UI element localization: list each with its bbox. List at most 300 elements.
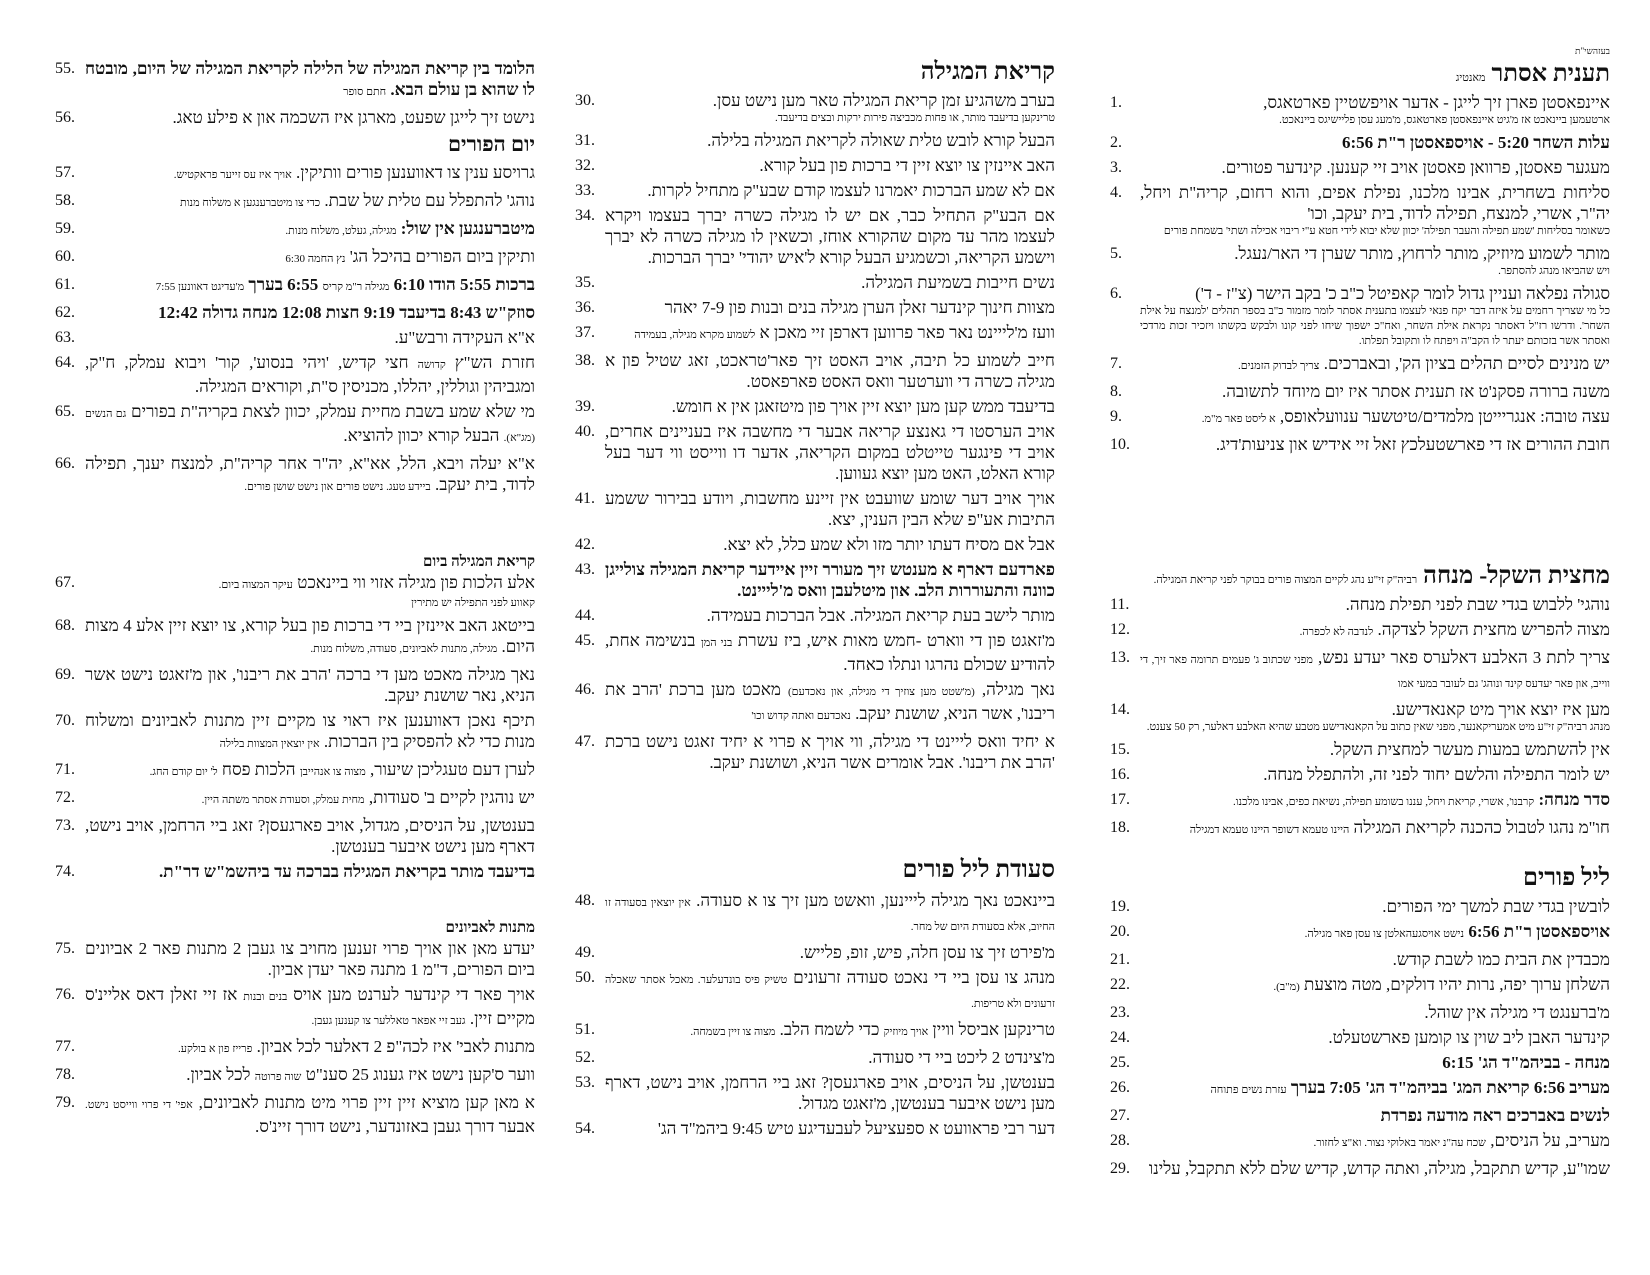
item-note: (מ'שטט מען צוזיך די מגילה, און נאכדעם) [787, 686, 975, 698]
item-note: (מ"ב). [1273, 981, 1300, 993]
item-note: נישט אויסגעהאלטן צו עסן פאר מגילה. [1304, 928, 1465, 940]
list-item [1110, 353, 1610, 377]
item-number: 75. [55, 940, 75, 957]
item-text [1140, 699, 1610, 735]
item-main-text: חזרת הש"ץ [454, 353, 536, 372]
item-text [85, 107, 535, 128]
item-number: 35. [575, 274, 595, 291]
item-main-text: מי שלא שמע בשבת מחיית עמלק, יכוון לצאת בקריה"ת בפורים [131, 402, 536, 421]
list-item [1110, 1027, 1610, 1048]
item-footnote: כל מי שצריך רחמים על איזה דבר יקח פנאי לעצמו בתענית אסתר לומר מזמור כ"ב בספר תהלים 'למנצח על אילת השחר'. ודרשו רז"ל דאסתר נקראת אילת השחר, ואח"כ ישפוך שיחו לפני קונו ולבקש בקשתו ויזכיר זכות מרדכי ואסתר אשר בזכותם יעתר לו הקב"ה ויפתח לו ותקובל תפלתו. [1140, 305, 1610, 347]
item-number: 61. [55, 276, 75, 293]
item-text [1140, 157, 1610, 178]
item-number: 72. [55, 789, 75, 806]
item-text [1140, 594, 1610, 615]
item-text [1140, 817, 1610, 841]
item-note: מ'עדיגט דאוונען 7:55 [155, 281, 245, 293]
item-text [605, 1047, 1055, 1068]
item-text [605, 396, 1055, 417]
item-continuation: לכל אביון. [186, 1065, 251, 1084]
item-number: 53. [575, 1074, 595, 1091]
item-number: 46. [575, 681, 595, 698]
item-number: 21. [1110, 951, 1130, 968]
item-text [85, 710, 535, 755]
item-number: 19. [1110, 898, 1130, 915]
item-text [605, 488, 1055, 530]
list-item [575, 731, 1055, 773]
item-number: 2. [1110, 134, 1122, 151]
item-number: 59. [55, 220, 75, 237]
item-number: 15. [1110, 741, 1130, 758]
item-main-text: איינפאסטן פארן זיך לייגן - אדער אויפשטיין פארטאגס, [1263, 93, 1610, 112]
item-text [1140, 132, 1610, 153]
item-note: בני המן [700, 637, 733, 649]
item-main-text: צריך לתת 3 האלבע דאלערס פאר יעדע נפש, [1317, 648, 1610, 667]
section-kriyas-hamegillah [575, 58, 1055, 777]
item-note: שכח עה"נ יאמר באלוקי נצור. וא"צ לחזור. [1313, 1137, 1486, 1149]
item-main-text: וועז מ'לייינט נאר פאר פרווען דארפן זיי מאכן א [759, 323, 1055, 342]
item-text [85, 787, 535, 811]
item-list [55, 162, 535, 498]
list-item [1110, 243, 1610, 279]
item-text [605, 1019, 1055, 1043]
section-title: סעודת ליל פורים [902, 857, 1055, 883]
item-number: 22. [1110, 976, 1130, 993]
item-number: 17. [1110, 791, 1130, 808]
item-text [1140, 619, 1610, 643]
item-footnote: ויש שהביאו מנהג להסתפר. [1498, 265, 1610, 277]
list-item [575, 205, 1055, 268]
list-item [1110, 817, 1610, 841]
item-number: 1. [1110, 94, 1122, 111]
section-taanis-esther [1110, 60, 1610, 459]
item-main-text: יש לומר התפילה והלשם יחוד לפני זה, ולהתפלל מנחה. [1263, 765, 1610, 784]
section-title: קריאת המגילה [920, 59, 1055, 85]
item-text [85, 453, 535, 498]
item-main-text: תיכף נאכן דאווענען איז ראוי צו מקיים זיין מתנות לאביונים ומשלוח מנות כדי לא להפסיק בין הברכות. [85, 711, 535, 751]
item-text [605, 605, 1055, 626]
item-number: 78. [55, 1066, 75, 1083]
list-item [575, 890, 1055, 938]
item-main-text: א"א העקידה ורבש"ע. [394, 328, 535, 347]
item-text [605, 534, 1055, 555]
item-main-text: אבל אם מסיח דעתו יותר מזו ולא שמע כלל, לא יצא. [723, 535, 1055, 554]
item-list [1110, 594, 1610, 841]
item-continuation: חצי קדיש, 'ויהי בנסוע', קור' ויבוא עמלק, ח"ק, ומגביהין וגוללין, יהללו, מכניסין ס"ת, וקוראים המגילה. [85, 353, 535, 396]
item-number: 3. [1110, 159, 1122, 176]
item-text [1140, 1077, 1610, 1101]
item-list [55, 938, 535, 1137]
item-number: 47. [575, 733, 595, 750]
item-list [1110, 92, 1610, 455]
item-main-text: שמו"ע, קדיש תתקבל, מגילה, ואתה קדוש, קדיש שלם ללא תתקבל, עלינו [1148, 1159, 1610, 1178]
item-main-text: בענטשן, על הניסים, אויב פארגעסן? זאג ביי הרחמן, אויב נישט, דארף מען נישט איבער בענטשן, מ'זאגט מגדול. [605, 1073, 1055, 1113]
item-number: 9. [1110, 408, 1122, 425]
list-item [575, 1047, 1055, 1068]
item-number: 36. [575, 299, 595, 316]
section-leil-purim [1110, 864, 1610, 1183]
list-item [575, 90, 1055, 126]
item-main-text: יעדע מאן און אויך פרוי זענען מחויב צו געבן 2 מתנות פאר 2 אביונים ביום הפורים, ד"מ 1 מתנה פאר יעדן אביון. [85, 939, 535, 979]
item-main-text: אלע הלכות פון מגילה אזוי ווי ביינאכט [297, 573, 535, 592]
item-number: 74. [55, 863, 75, 880]
item-continuation: בנשימה אחת, להודיע שכולם נהרגו ונתלו כאחד. [605, 631, 1055, 674]
list-item [1110, 283, 1610, 349]
item-number: 67. [55, 574, 75, 591]
item-text [85, 1064, 535, 1088]
list-item [575, 421, 1055, 484]
list-item [575, 130, 1055, 151]
item-note: נץ החמה 6:30 [285, 253, 346, 265]
item-number: 12. [1110, 621, 1130, 638]
section-title: תענית אסתר מאנטיג [1455, 61, 1610, 87]
item-text [85, 1092, 535, 1137]
item-number: 57. [55, 164, 75, 181]
item-continuation: כדי לשמח הלב. [779, 1020, 880, 1039]
list-item [1110, 764, 1610, 785]
list-item [55, 1036, 535, 1060]
list-item [1110, 739, 1610, 760]
list-item [55, 938, 535, 980]
item-number: 77. [55, 1038, 75, 1055]
item-main-text: אויספאסטן ר"ת 6:56 [1468, 922, 1610, 941]
item-continuation: הבעל קורא יכוון להוציא. [343, 426, 500, 445]
item-note: א ליסט פאר מ"מ. [1201, 413, 1276, 425]
item-number: 48. [575, 892, 595, 909]
item-number: 39. [575, 398, 595, 415]
list-item [1110, 1077, 1610, 1101]
item-main-text: מ'צינדט 2 ליכט ביי די סעודה. [868, 1048, 1055, 1067]
item-footnote: קאווע לפני התפילה יש מתירין [411, 597, 535, 609]
item-main-text: יש מנינים לסיים תהלים בציון הק', ובאברכים. [1323, 354, 1610, 373]
item-main-text: ותיקין ביום הפורים בהיכל הג' [349, 247, 535, 266]
item-number: 40. [575, 423, 595, 440]
item-main-text: לובשין בגדי שבת למשך ימי הפורים. [1382, 897, 1610, 916]
item-note: שוה פרוטה [254, 1071, 302, 1083]
item-number: 44. [575, 607, 595, 624]
list-item [575, 679, 1055, 727]
item-number: 51. [575, 1021, 595, 1038]
item-number: 55. [55, 60, 75, 77]
item-number: 10. [1110, 436, 1130, 453]
item-footnote: ארטעמען ביינאכט אז מ'גיט איינפאסטן פארטאגס, מ'מעג עסן פליישיגס ביינאכט. [1279, 114, 1610, 126]
item-number: 38. [575, 352, 595, 369]
list-item [575, 534, 1055, 555]
item-text [1140, 1027, 1610, 1048]
item-main-text: בענטשן, על הניסים, מגדול, אויב פארגעסן? זאג ביי הרחמן, אויב נישט, דארף מען נישט איבער בענטשן. [85, 816, 535, 856]
item-main-text: מתנות לאבי' איז לכה"פ 2 דאלער לכל אביון. [256, 1037, 535, 1056]
item-main-text: אויך אויב דער שומע שוועבט אין זיינע מחשבות, ויודע בבירור ששמע התיבות אע"פ שלא הבין הענין, יצא. [605, 489, 1055, 529]
list-item [1110, 1158, 1610, 1179]
list-item [1110, 182, 1610, 239]
item-main-text: א מאן קען מוציא זיין זיין פרוי מיט מתנות לאביונים, [198, 1093, 536, 1112]
item-text [605, 421, 1055, 484]
item-main-text: עלות השחר 5:20 - אויספאסטן ר"ת 6:56 [1341, 133, 1610, 152]
list-item [575, 488, 1055, 530]
item-text [85, 302, 535, 323]
item-continuation: 6:55 בערך [248, 275, 319, 294]
item-number: 34. [575, 207, 595, 224]
item-number: 20. [1110, 923, 1130, 940]
item-number: 52. [575, 1049, 595, 1066]
item-main-text: הבעל קורא לובש טלית שאולה לקריאת המגילה בלילה. [707, 131, 1055, 150]
item-number: 6. [1110, 285, 1122, 302]
list-item [1110, 1105, 1610, 1126]
list-item [1110, 132, 1610, 153]
item-main-text: אין להשתמש במעות מעשר למחצית השקל. [1329, 740, 1610, 759]
item-text [1140, 1105, 1610, 1126]
item-number: 32. [575, 157, 595, 174]
item-note: לשמוע מקרא מגילה, בעמידה [634, 329, 756, 341]
item-note: מגילה, געלט, משלוח מנות. [285, 225, 397, 237]
item-main-text: השלחן ערוך יפה, נרות יהיו דולקים, מטה מוצעת [1304, 975, 1610, 994]
item-number: 13. [1110, 649, 1130, 666]
item-text [1140, 789, 1610, 813]
item-text [605, 180, 1055, 201]
list-item [575, 180, 1055, 201]
item-text [605, 90, 1055, 126]
list-item [55, 1092, 535, 1137]
list-item [575, 942, 1055, 963]
item-text [85, 759, 535, 783]
item-number: 60. [55, 248, 75, 265]
section-opening-items [55, 58, 535, 132]
item-number: 64. [55, 354, 75, 371]
item-text [85, 401, 535, 449]
item-note: מצוה צו זיין בשמחה. [690, 1026, 776, 1038]
item-number: 37. [575, 324, 595, 341]
item-text [1140, 921, 1610, 945]
item-text [1140, 949, 1610, 970]
item-text [1140, 243, 1610, 279]
item-note: חתם סופר [343, 86, 387, 98]
item-number: 45. [575, 632, 595, 649]
item-note: ביידע טעג. נישט פורים און נישט שושן פורים. [244, 481, 431, 493]
section-title: מתנות לאביונים [445, 920, 535, 936]
item-number: 65. [55, 403, 75, 420]
item-note: מחית עמלק, וסעודת אסתר משתה היין. [201, 794, 365, 806]
section-machatzis-hashekel [1110, 562, 1610, 845]
list-item [55, 664, 535, 706]
item-list [55, 58, 535, 128]
list-item [575, 605, 1055, 626]
list-item [55, 352, 535, 397]
list-item [55, 162, 535, 186]
item-number: 16. [1110, 766, 1130, 783]
item-continuation: הלכות פסח [221, 760, 296, 779]
item-number: 33. [575, 182, 595, 199]
list-item [1110, 789, 1610, 813]
item-text [605, 1072, 1055, 1114]
item-number: 18. [1110, 819, 1130, 836]
list-item [55, 58, 535, 103]
item-text [85, 861, 535, 882]
item-note: פרייז פון א בולקע. [177, 1043, 253, 1055]
item-footnote: מנהג רביה"ק זי"ע מיט אמעריקאנער, מפני שאין כתוב על הקאנאדישע מטבע שהיא האלבע דאלער, רק 50 צענט. [1146, 721, 1610, 733]
item-text [605, 1118, 1055, 1139]
item-text [605, 731, 1055, 773]
item-continuation: אז זיי זאלן דאס אליינ'ס מקיים זיין. [85, 985, 535, 1028]
item-text [1140, 381, 1610, 402]
item-main-text: מותר לישב בעת קריאת המגילה. אבל הברכות בעמידה. [706, 606, 1055, 625]
item-main-text: יש נוהגין לקיים ב' סעודות, [368, 788, 535, 807]
item-main-text: מנהג צו עסן ביי די נאכט סעודה זרעונים [793, 968, 1055, 987]
list-item [1110, 949, 1610, 970]
item-text [605, 559, 1055, 601]
list-item [575, 322, 1055, 346]
item-main-text: אם הבע"ק התחיל כבר, אם יש לו מגילה כשרה יברך בעצמו ויקרא לעצמו מהר עד מקום שהקורא אוחז, וכשאין לו מגילה כשרה לא יברך וישמע הקריאה, וכשמגיע הבעל קורא ל'איש יהודי' יברך הברכות. [605, 206, 1055, 267]
item-continuation: אבער דורך געבן באזונדער, נישט דורך זיינ'ס. [255, 1117, 535, 1136]
list-item [1110, 619, 1610, 643]
header-bsd: בעזהשי"ת [1574, 46, 1610, 56]
item-main-text: אם לא שמע הברכות יאמרנו לעצמו קודם שבע"ק מתחיל לקרות. [647, 181, 1055, 200]
item-main-text: מצוה להפריש מחצית השקל לצדקה. [1377, 620, 1610, 639]
item-main-text: משנה ברורה פסקנ'ט אז תענית אסתר איז יום מיוחד לתשובה. [1222, 382, 1610, 401]
item-note: אויך מיוזיק [883, 1026, 929, 1038]
item-list [575, 890, 1055, 1139]
item-main-text: לערן דעם טעגליכן שיעור, [369, 760, 535, 779]
item-number: 7. [1110, 355, 1122, 372]
list-item [1110, 974, 1610, 998]
list-item [575, 272, 1055, 293]
item-text [85, 984, 535, 1032]
list-item [55, 218, 535, 242]
section-yom-hapurim [55, 130, 535, 502]
item-note: נאכדעם ואתה קדוש וכו' [751, 710, 851, 722]
item-number: 50. [575, 969, 595, 986]
item-main-text: נוהג' להתפלל עם טלית של שבת. [324, 191, 535, 210]
section-title: מחצית השקל- מנחה רביה"ק זי"ע נהג לקיים המצוה פורים בבוקר לפני קריאת המגילה. [1153, 563, 1610, 589]
list-item [575, 350, 1055, 392]
item-text [85, 274, 535, 298]
item-number: 54. [575, 1120, 595, 1137]
list-item [1110, 157, 1610, 178]
list-item [575, 155, 1055, 176]
item-text [605, 130, 1055, 151]
item-main-text: סדר מנחה: [1538, 790, 1610, 809]
item-main-text: מ'זאגט פון די ווארט -חמש מאות איש, ביז עשרת [737, 631, 1056, 650]
item-list [575, 90, 1055, 773]
list-item [55, 453, 535, 498]
list-item [575, 559, 1055, 601]
item-text [605, 322, 1055, 346]
list-item [575, 1118, 1055, 1139]
item-main-text: נוהגי' ללבוש בגדי שבת לפני תפילת מנחה. [1345, 595, 1610, 614]
item-main-text: בדיעבד מותר בקריאת המגילה בברכה עד ביהשמ"ש דר"ת. [159, 862, 535, 881]
list-item [55, 787, 535, 811]
list-item [55, 246, 535, 270]
item-main-text: מ'פירט זיך צו עסן חלה, פיש, זופ, פלייש. [799, 943, 1055, 962]
item-note: אפי' די פרוי ווייסט נישט. [85, 1099, 193, 1111]
item-main-text: חייב לשמוע כל תיבה, אויב האסט זיך פאר'טראכט, זאג שטיל פון א מגילה כשרה די ווערטער וואס האסט פארפאסט. [605, 351, 1055, 391]
list-item [55, 984, 535, 1032]
item-text [1140, 1130, 1610, 1154]
item-main-text: מעריב 6:56 קריאת המג' בביהמ"ד הג' 7:05 בערך [1290, 1078, 1610, 1097]
item-text [605, 205, 1055, 268]
item-text [85, 218, 535, 242]
item-main-text: הלומד בין קריאת המגילה של הלילה לקריאת המגילה של היום, מובטח לו שהוא בן עולם הבא. [85, 59, 535, 99]
item-note: מפני שכתוב ג' פעמים תרומה פאר זיך, די ווייב, און פאר יעדעס קינד ונוהג' גם לעובר במעי אמו [1140, 654, 1610, 690]
item-text [605, 630, 1055, 675]
item-main-text: ווער ס'קען נישט איז גענוג 25 סענ"ט [305, 1065, 535, 1084]
item-main-text: פארדעם דארף א מענטש זיך מעורר זיין איידער קריאת המגילה צולייגן כוונה והתעוררות הלב. און מיטלעבן וואס מ'לייינט. [605, 560, 1055, 600]
list-item [55, 759, 535, 783]
item-text [1140, 406, 1610, 430]
list-item [1110, 699, 1610, 735]
item-main-text: מכבדין את הבית כמו לשבת קודש. [1392, 950, 1610, 969]
item-main-text: אויב הערסטו די גאנצע קריאה אבער די מחשבה איז בעניינים אחרים, אויב די פינגער טייטלט במקום הקריאה, אדער דו ווייסט ווי דער בעל קורא האלט, האט מען יוצא געווען. [605, 422, 1055, 483]
list-item [1110, 1002, 1610, 1023]
item-main-text: ביינאכט נאך מגילה לייינען, וואשט מען זיך צו א סעודה. [696, 891, 1056, 910]
list-item [575, 967, 1055, 1015]
list-item [1110, 381, 1610, 402]
item-number: 11. [1110, 596, 1130, 613]
item-note: געב זיי אפאר טאללער צו קענען געבן. [311, 1015, 466, 1027]
list-item [575, 297, 1055, 318]
item-text [1140, 182, 1610, 239]
item-main-text: סוזק"ש 8:43 בדיעבד 9:19 חצות 12:08 מנחה גדולה 12:42 [158, 303, 535, 322]
item-text [1140, 1002, 1610, 1023]
item-text [605, 679, 1055, 727]
section-matanos-laevyonim [55, 918, 535, 1141]
item-number: 30. [575, 92, 595, 109]
item-text [605, 297, 1055, 318]
item-number: 14. [1110, 701, 1130, 718]
list-item [55, 302, 535, 323]
item-number: 68. [55, 617, 75, 634]
item-text [85, 1036, 535, 1060]
list-item [55, 815, 535, 857]
list-item [55, 401, 535, 449]
item-number: 79. [55, 1094, 75, 1111]
item-note: היינו טעמא דשופר היינו טעמא דמגילה [1189, 824, 1350, 836]
item-text [605, 272, 1055, 293]
item-number: 71. [55, 761, 75, 778]
item-main-text: חו"מ נהגו לטבול כהכנה לקריאת המגילה [1353, 818, 1610, 837]
item-number: 25. [1110, 1054, 1130, 1071]
section-title: יום הפורים [447, 132, 535, 156]
item-number: 63. [55, 329, 75, 346]
item-number: 62. [55, 304, 75, 321]
list-item [1110, 92, 1610, 128]
item-note: עיקר המצוה ביום. [218, 579, 293, 591]
item-main-text: מ'ברענגט די מגילה אין שוהל. [1424, 1003, 1610, 1022]
item-text [605, 942, 1055, 963]
item-number: 28. [1110, 1132, 1130, 1149]
item-text [85, 162, 535, 186]
item-main-text: טרינקען אביסל וויין [932, 1020, 1055, 1039]
item-number: 76. [55, 986, 75, 1003]
item-number: 24. [1110, 1029, 1130, 1046]
item-text [605, 155, 1055, 176]
item-main-text: א יחיד וואס לייינט די מגילה, ווי אויך א פרוי א יחיד זאגט נישט ברכת 'הרב את ריבנו'. אבל אומרים אשר הניא, ושושנת יעקב. [605, 732, 1055, 772]
list-item [55, 572, 535, 611]
item-main-text: א"א יעלה ויבא, הלל, אא"א, יה"ר אחר קריה"ת, למנצח יענך, תפילה לדוד, בית יעקב. [85, 454, 535, 494]
item-text [85, 246, 535, 270]
item-text [85, 815, 535, 857]
item-note: כדי צו מיטברענגען א משלוח מנות [180, 197, 321, 209]
item-main-text: נישט זיך לייגן שפעט, מארגן איז השכמה און א פילע טאג. [172, 108, 535, 127]
item-main-text: נשים חייבות בשמיעת המגילה. [861, 273, 1055, 292]
item-text [85, 190, 535, 214]
item-number: 58. [55, 192, 75, 209]
section-kriyas-hamegillah-bayom [55, 552, 535, 886]
item-text [85, 352, 535, 397]
item-note: אויך איז עס זייער פראקטיש. [173, 169, 292, 181]
item-main-text: מען איז יוצא אויך מיט קאנאדישע. [1391, 700, 1610, 719]
item-note: מגילה ר"מ קריס [322, 281, 390, 293]
item-note: צריך לבדוק הזמנים. [1238, 360, 1320, 372]
